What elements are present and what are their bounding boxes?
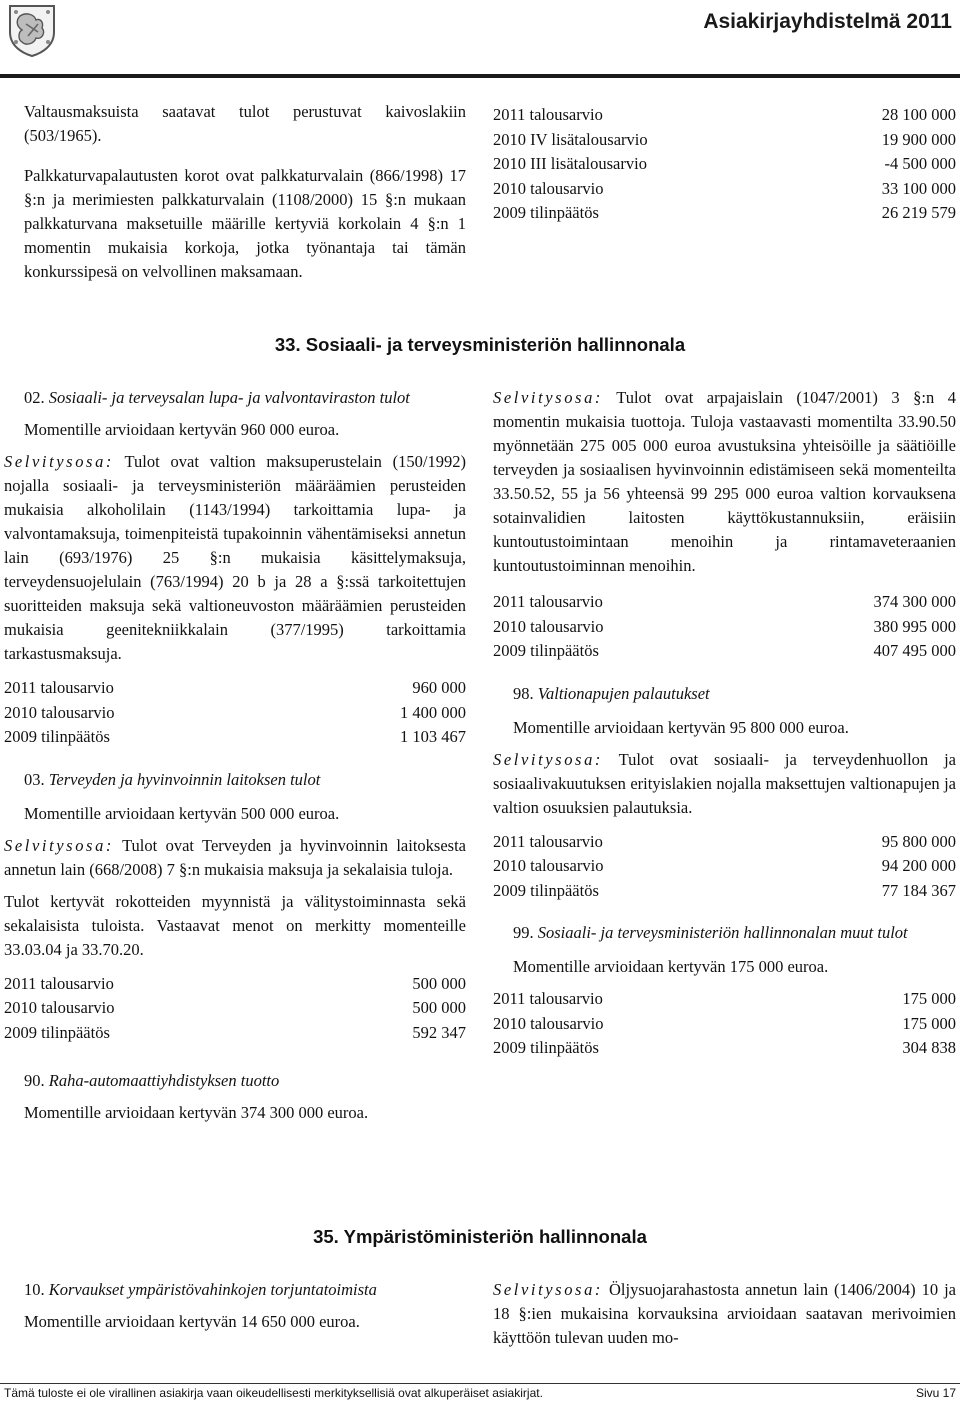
item-title: Sosiaali- ja terveysministeriön hallinnonalan muut tulot [537,923,908,942]
row-label: 2010 III lisätalousarvio [493,154,647,173]
item-90-figures [493,590,956,664]
item-10-explanation [493,1278,956,1350]
row-value: 407 495 000 [873,641,956,660]
table-row [493,615,956,640]
item-title: Valtionapujen palautukset [537,683,710,703]
row-value: 1 400 000 [400,702,466,722]
row-label: 2011 talousarvio [4,973,114,993]
row-label: 2010 IV lisätalousarvio [493,129,648,149]
item-99-figures [493,987,956,1061]
row-value: 77 184 367 [881,880,956,900]
row-label: 2010 talousarvio [4,998,115,1017]
row-value: 1 103 467 [400,727,466,746]
row-value: 374 300 000 [873,592,956,611]
row-value: 19 900 000 [881,129,956,149]
item-number: 99. [513,923,534,942]
row-label: 2011 talousarvio [493,105,603,124]
row-label: 2011 talousarvio [4,678,114,697]
table-row [493,590,956,615]
table-row [493,152,956,177]
row-value: 94 200 000 [881,856,956,875]
item-03-title [4,768,466,792]
item-99-estimate: Momentille arvioidaan kertyvän 175 000 euroa. [513,957,829,976]
explanation-label: Selvitysosa: [4,835,115,855]
item-10-left [4,1278,466,1334]
table-row [493,1012,956,1037]
item-title: Korvaukset ympäristövahinkojen torjuntatoimista [48,1280,377,1299]
explanation-label: Selvitysosa: [493,749,604,769]
row-label: 2011 talousarvio [493,989,603,1008]
right-column [493,386,956,1061]
footer-divider [0,1383,960,1384]
row-label: 2009 tilinpäätös [4,1022,110,1042]
explanation-text: Tulot ovat arpajaislain (1047/2001) 3 §:n 4 momentin mukaisia tuottoja. Tuloja vastaavasti momentilta 33.90.50 myönnetään 275 005 000 euroa avustuksina yhteisöille ja säätiöille terveyden ja sosiaalisen hyvinvoinnin edistämiseen sekä momenteilta 33.50.52, 55 ja 56 yhteensä 99 295 000 euroa valtion korvauksena sotainvalidien laitosten käyttökustannuksiin, eräisiin kuntoutustoimintaan menoihin ja rintamaveteraanien kuntoutustoiminnan menoihin. [493,388,956,575]
table-row [4,972,466,997]
table-row [493,177,956,202]
explanation-label: Selvitysosa: [4,452,115,471]
document-title: Asiakirjayhdistelmä 2011 [703,10,952,33]
item-99-title [493,921,956,945]
table-row [493,987,956,1012]
item-10-title [4,1278,466,1302]
item-title: Sosiaali- ja terveysalan lupa- ja valvontaviraston tulot [48,388,410,407]
intro-figures [493,103,956,226]
explanation-label: Selvitysosa: [493,388,604,407]
row-label: 2009 tilinpäätös [4,727,110,746]
header-divider [0,74,960,78]
item-98-explanation [493,748,956,820]
row-value: 175 000 [902,1013,956,1033]
item-number: 03. [24,769,45,789]
row-label: 2010 talousarvio [493,616,604,636]
table-row [493,128,956,153]
row-value: 175 000 [902,989,956,1008]
item-number: 02. [24,388,45,407]
item-98-estimate: Momentille arvioidaan kertyvän 95 800 000 euroa. [513,717,849,737]
row-label: 2009 tilinpäätös [493,203,599,222]
table-row [4,1021,466,1046]
explanation-text: Tulot ovat valtion maksuperustelain (150/1992) nojalla sosiaali- ja terveysministeriön määräämien perusteiden mukaisia alkoholilain (1143/1994) tarkoittamia lupa- ja valvontamaksuja, toimenpiteistä tupakoinnin vähentämiseksi annetun lain (693/1976) 25 §:n mukaisia käsittelymaksuja, terveydensuojelulain (763/1994) 20 b ja 28 a §:ssä tarkoitettujen suoritteiden maksuja sekä valtioneuvoston määräämien perusteiden mukaisia geenitekniikkalain (377/1995) tarkoittamia tarkastusmaksuja. [4,452,467,663]
page-header [0,0,960,78]
row-label: 2009 tilinpäätös [493,641,599,660]
item-02-figures [4,676,466,750]
row-label: 2010 talousarvio [493,178,604,198]
row-value: 33 100 000 [881,178,956,198]
item-03-figures [4,972,466,1046]
wage-guarantee-paragraph: Palkkaturvapalautusten korot ovat palkkaturvalain (866/1998) 17 §:n ja merimiesten palkkaturvalain (1108/2000) 15 §:n mukaan palkkaturvana maksetuille määrille kertyviä korkolain 4 §:n 1 momentin mukaisia korkoja, jotka työnantaja tai tämän konkurssipesä on velvollinen maksamaan. [24,166,466,281]
table-row [4,725,466,750]
item-90-estimate: Momentille arvioidaan kertyvän 374 300 000 euroa. [24,1103,369,1122]
table-row [493,830,956,855]
item-02-title [4,386,466,410]
coat-of-arms-icon [4,2,60,58]
table-row [493,854,956,879]
explanation-text: Tulot ovat Terveyden ja hyvinvoinnin laitoksesta annetun lain (668/2008) 7 §:n mukaisia maksuja ja sekalaisia tuloja. [4,835,466,879]
section-heading-33: 33. Sosiaali- ja terveysministeriön hallinnonala [274,334,686,355]
page-number: Sivu 17 [915,1386,956,1400]
item-03-paragraph: Tulot kertyvät rokotteiden myynnistä ja välitystoiminnasta sekä sekalaisista tuloista. Vastaavat menot on merkitty momenteille 33.03.04 ja 33.70.20. [4,891,466,959]
row-value: 380 995 000 [873,616,956,636]
table-row [4,996,466,1021]
table-row [493,103,956,128]
item-number: 10. [24,1280,45,1299]
row-label: 2011 talousarvio [493,592,603,611]
left-column [4,386,466,1125]
item-02-estimate: Momentille arvioidaan kertyvän 960 000 euroa. [24,420,340,439]
table-row [493,639,956,664]
section-heading-35: 35. Ympäristöministeriön hallinnonala [313,1226,647,1247]
table-row [493,879,956,904]
item-title: Raha-automaattiyhdistyksen tuotto [48,1071,280,1090]
row-value: -4 500 000 [884,154,956,173]
row-value: 592 347 [412,1022,466,1042]
row-value: 95 800 000 [881,831,956,851]
row-value: 304 838 [902,1038,956,1057]
item-98-figures [493,830,956,904]
item-90-explanation [493,386,956,578]
table-row [493,1036,956,1061]
item-title: Terveyden ja hyvinvoinnin laitoksen tulot [48,769,321,789]
row-label: 2010 talousarvio [493,856,604,875]
item-10-estimate: Momentille arvioidaan kertyvän 14 650 000 euroa. [24,1312,360,1331]
explanation-text: Tulot ovat sosiaali- ja terveydenhuollon ja sosiaalivakuutuksen erityislakien nojalla maksettujen valtionapujen ja valtion osuuksien palautuksia. [493,749,956,817]
figures-table [493,103,956,226]
row-label: 2010 talousarvio [493,1013,604,1033]
item-number: 98. [513,683,534,703]
item-02-explanation [4,450,466,666]
row-label: 2011 talousarvio [493,831,603,851]
table-row [493,201,956,226]
item-90-title [4,1069,466,1093]
item-98-title [493,682,956,706]
footer-note: Tämä tuloste ei ole virallinen asiakirja vaan oikeudellisesti merkityksellisiä ovat alkuperäiset asiakirjat. [4,1386,543,1400]
row-value: 960 000 [412,678,466,697]
row-label: 2009 tilinpäätös [493,1038,599,1057]
row-value: 26 219 579 [881,203,956,222]
mining-fees-paragraph: Valtausmaksuista saatavat tulot perustuvat kaivoslakiin (503/1965). [24,102,466,145]
item-number: 90. [24,1071,45,1090]
item-03-estimate: Momentille arvioidaan kertyvän 500 000 euroa. [24,803,340,823]
row-value: 28 100 000 [881,105,956,124]
explanation-label: Selvitysosa: [493,1280,604,1299]
row-value: 500 000 [412,973,466,993]
item-03-explanation [4,834,466,882]
row-value: 500 000 [412,998,466,1017]
explanation-text: Öljysuojarahastosta annetun lain (1406/2004) 10 ja 18 §:ien mukaisina korvauksina arvioidaan saatavan merivoimien käyttöön tulevan uuden mo- [493,1280,957,1347]
table-row [4,701,466,726]
item-10-right [493,1278,956,1350]
row-label: 2009 tilinpäätös [493,880,599,900]
intro-left-column [4,100,466,284]
row-label: 2010 talousarvio [4,702,115,722]
table-row [4,676,466,701]
